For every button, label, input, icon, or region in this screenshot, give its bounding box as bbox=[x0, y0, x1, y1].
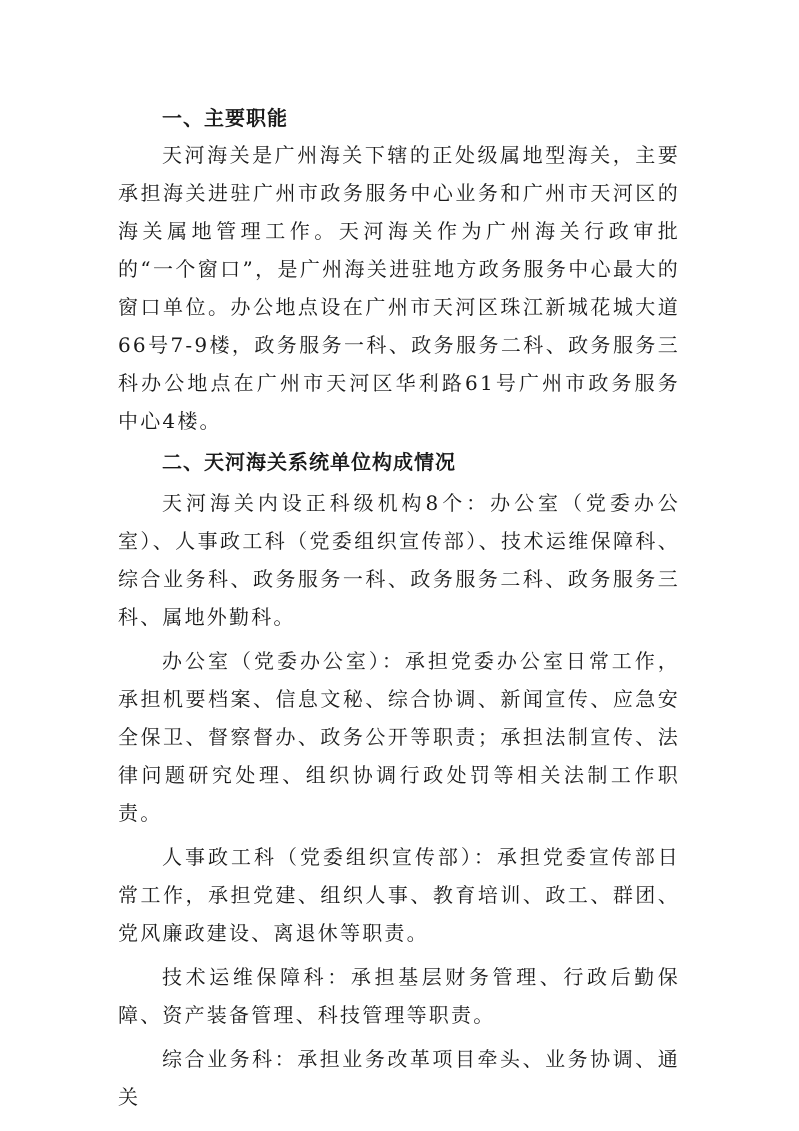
document-body bbox=[118, 100, 680, 1116]
paragraph-main-functions: 天河海关是广州海关下辖的正处级属地型海关，主要承担海关进驻广州市政务服务中心业务和广州市天河区的海关属地管理工作。天河海关作为广州海关行政审批的“一个窗口”，是广州海关进驻地方政务服务中心最大的窗口单位。办公地点设在广州市天河区珠江新城花城大道66号7-9楼，政务服务一科、政务服务二科、政务服务三科办公地点在广州市天河区华利路61号广州市政务服务中心4楼。 bbox=[118, 143, 680, 433]
paragraph-internal-departments: 天河海关内设正科级机构8个：办公室（党委办公室）、人事政工科（党委组织宣传部）、技术运维保障科、综合业务科、政务服务一科、政务服务二科、政务服务三科、属地外勤科。 bbox=[118, 491, 680, 629]
paragraph-personnel-section: 人事政工科（党委组织宣传部）：承担党委宣传部日常工作，承担党建、组织人事、教育培训、政工、群团、党风廉政建设、离退休等职责。 bbox=[118, 845, 680, 945]
paragraph-comprehensive-business-section: 综合业务科：承担业务改革项目牵头、业务协调、通关 bbox=[118, 1047, 680, 1109]
paragraph-technical-support-section: 技术运维保障科：承担基层财务管理、行政后勤保障、资产装备管理、科技管理等职责。 bbox=[118, 965, 680, 1027]
section-heading-unit-composition: 二、天河海关系统单位构成情况 bbox=[162, 450, 456, 474]
paragraph-office: 办公室（党委办公室）：承担党委办公室日常工作，承担机要档案、信息文秘、综合协调、新闻宣传、应急安全保卫、督察督办、政务公开等职责；承担法制宣传、法律问题研究处理、组织协调行政处罚等相关法制工作职责。 bbox=[118, 649, 680, 825]
section-heading-main-functions: 一、主要职能 bbox=[162, 106, 288, 130]
